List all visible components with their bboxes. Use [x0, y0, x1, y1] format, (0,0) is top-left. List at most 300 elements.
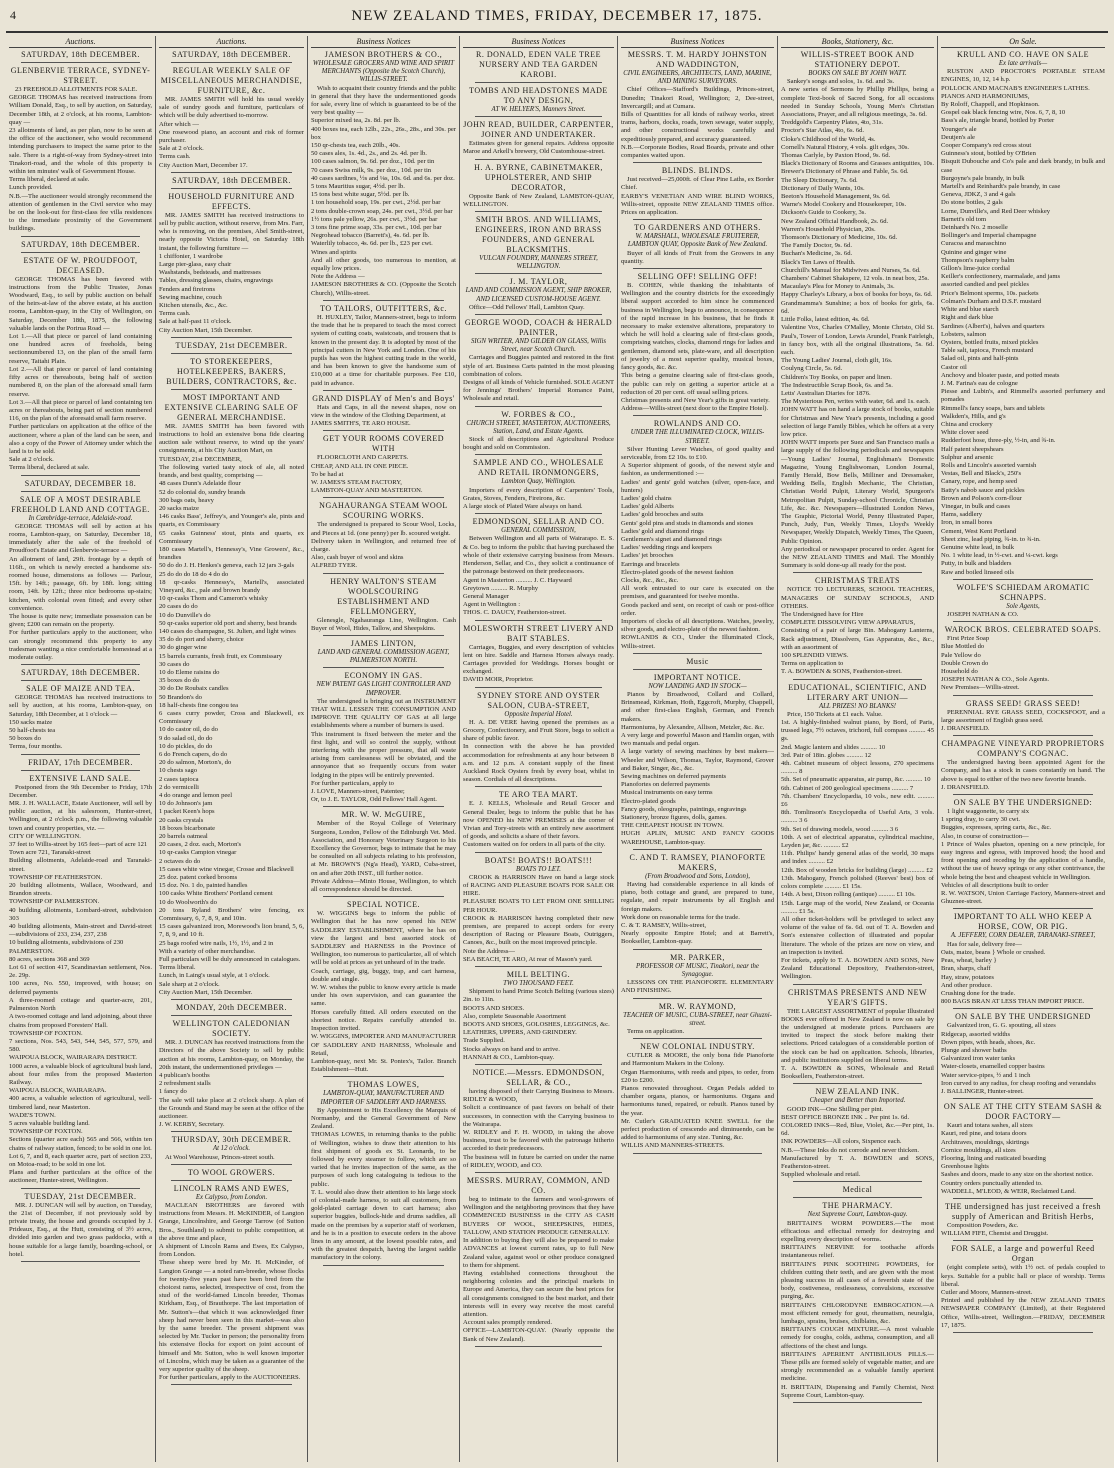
- ad-separator: [323, 667, 444, 668]
- advertisement: [941, 739, 1105, 795]
- column-heading: Business Notices: [311, 36, 456, 48]
- ad-separator: [21, 1188, 140, 1189]
- ad-heading: WOLFE'S SCHIEDAM AROMATIC SCHNAPPS.: [956, 582, 1090, 602]
- ad-subheading: GENERAL COMMISSION,: [501, 527, 576, 535]
- ad-separator: [475, 211, 602, 212]
- ad-subheading: NEW PATENT GAS LIGHT CONTROLLER AND IMPROVER.: [316, 681, 451, 697]
- ad-heading: NGAHAURANGA STEAM WOOL SCOURING WORKS.: [319, 501, 448, 521]
- ad-separator: [171, 1015, 292, 1016]
- ad-separator: [953, 1240, 1093, 1241]
- advertisement: [621, 50, 774, 163]
- ad-heading: ON SALE BY THE UNDERSIGNED: [955, 1012, 1091, 1022]
- ad-body: Carriages, Buggies, and every description of vehicles lent on hire. Saddle and Harness Horses always ready. Carriages provided for Weddings. Horses bought or exchanged. DAVID MOIR, Proprietor.: [463, 643, 614, 684]
- ad-subheading: (From Broadwood and Sons, London),: [645, 872, 750, 880]
- ad-separator: [21, 491, 140, 492]
- ad-heading: ESTATE OF W. PROUDFOOT, DECEASED.: [23, 255, 138, 275]
- ad-heading: Medical: [842, 1185, 873, 1195]
- advertisement: [941, 798, 1105, 909]
- advertisement: [311, 434, 456, 498]
- ad-heading: JAMES LINTON,: [350, 638, 417, 648]
- ad-separator: [21, 62, 140, 63]
- ad-subheading: CIVIL ENGINEERS, ARCHITECTS, LAND, MARINE, AND MINING SURVEYORS.: [623, 70, 772, 86]
- advertisement: [9, 495, 152, 666]
- ad-heading: IMPORTANT TO ALL WHO KEEP A HORSE, COW, OR PIG.: [953, 912, 1093, 932]
- advertisement: [159, 341, 304, 354]
- ad-body: Hats and Caps, in all the newest shapes, now on view in the window of the Clothing Department, at JAMES SMITH'S, TE ARO HOUSE.: [311, 403, 456, 428]
- ad-body: The undersigned is prepared to Scour Wool, Locks, and Pieces at 1d. (one penny) per lb. scoured weight. Delivery taken in Wellington, and returned free of charge. Also, cash buyer of wool and skins ALFRED TYER.: [311, 521, 456, 570]
- ad-separator: [633, 268, 762, 269]
- ad-body: B. COHEN, while thanking the inhabitants of Wellington and the country districts for the exceedingly liberal support accorded to him since he commenced business in Wellington, begs to announce, in consequence of the rapid increase in his business, that he finds it necessary to make extensive alterations, preparatory to which he will hold a clearing sale of first-class goods, comprising watches, clocks, diamond rings for ladies and gentlemen, diamond sets, plate-ware, and all description of jewelry of a most superior quality, musical boxes, fancy goods, &c. &c. This being a genuine clearing sale of first-class goods, the public can rely on getting a superior article at a reduction of 20 per cent. off usual selling prices. Christmas presents and New Year's gifts in great variety. Address—Willis-street (next door to the Empire Hotel).: [621, 282, 774, 413]
- ad-body: Has for sale, delivery free— Oats, maize, beans } Whole or crushed. Peas, wheat, barley } Bran, sharps, chaff Hay, straw, potatoes And other produce. Crushing done for the trade. 800 BAGS BRAN AT LESS THAN IMPORT PRICE.: [941, 940, 1085, 1006]
- ad-body: (eight complete setts), with 1½ oct. of pedals coupled to keys. Suitable for a public hall or place of worship. Terms liberal. Cutler and Moore, Manners-street. Printed and published by the NEW ZEALAND TIMES NEWSPAPER COMPANY (Limited), at their Registered Office, Willis-street, Wellington.—FRIDAY, DECEMBER 17, 1875.: [941, 1264, 1105, 1329]
- advertisement: [9, 774, 152, 1189]
- ad-subheading: Opposite Imperial Hotel.: [504, 710, 573, 718]
- ad-separator: [21, 754, 140, 755]
- ad-heading: MR. PARKER,: [670, 952, 725, 962]
- ad-heading: KRULL AND CO. HAVE ON SALE: [956, 50, 1090, 59]
- advertisement: [159, 66, 304, 173]
- ad-heading: TUESDAY, 21st DECEMBER.: [24, 1191, 137, 1201]
- ad-heading: SATURDAY, DECEMBER 18.: [24, 478, 137, 488]
- ad-body: THE LARGEST ASSORTMENT of popular Illustrated BOOKS ever offered in New Zealand is now on sale by the undersigned at moderate prices. Purchasers are invited to inspect the stock before making their selections. Priced catalogues of a considerable portion of the stock can be had on application. Schools, libraries, and public institutions supplied on liberal terms. T. A. BOWDEN & SONS, Wholesale and Retail Booksellers, Featherston-street.: [781, 1007, 934, 1081]
- ad-body: MR. JAMES SMITH has received instructions to sell by public auction, without reserve, from Mrs. Farr, who is removing, on the premises, Abel Smith-street, nearly opposite Victoria Hotel, on Saturday 18th instant, the following furniture — 1 chiffonier, 1 wardrobe Large pier-glass, easy chair Washstands, bedsteads, and mattresses Tables, dressing glasses, chairs, engravings Fenders and fireirons Sewing machine, couch Kitchen utensils, &c., &c. Terms cash. Sale at half-past 11 o'clock. City Auction Mart, 15th December.: [159, 211, 304, 334]
- advertisement: [463, 163, 614, 212]
- ad-heading: C. AND T. RAMSEY, PIANOFORTE MAKERS,: [629, 852, 766, 872]
- ad-separator: [323, 573, 444, 574]
- ad-heading: JAMESON BROTHERS & CO.,: [324, 50, 443, 59]
- column-1: [6, 36, 156, 1462]
- ad-separator: [171, 353, 292, 354]
- ad-separator: [953, 1198, 1093, 1199]
- ad-separator: [475, 966, 602, 967]
- advertisement: [621, 272, 774, 416]
- ad-separator: [171, 1131, 292, 1132]
- ad-separator: [633, 949, 762, 950]
- ad-body: beg to intimate to the farmers and wool-growers of Wellington and the neighboring provinces that they have COMMENCED BUSINESS in the CITY AS CASH BUYERS OF WOOL, SHEEPSKINS, HIDES, TALLOW, AND STATION PRODUCE GENERALLY. In addition to buying they will also be prepared to make ADVANCES at lowest current rates, up to full New Zealand value, against wool or other produce consigned to them for shipment. Having established connections throughout the neighboring colonies and the principal markets in Europe and America, they can secure the best prices for all consignments consigned to the best market, and their interests will in every way receive the most careful attention. Account sales promptly rendered. OFFICE—LAMBTON-QUAY. (Nearly opposite the Bank of New Zealand).: [463, 1196, 614, 1343]
- advertisement: [781, 1201, 934, 1403]
- advertisement: [941, 1012, 1105, 1099]
- ad-heading: JOHN READ, BUILDER, CARPENTER, JOINER AND UNDERTAKER.: [463, 120, 614, 140]
- advertisement: [463, 856, 614, 967]
- ad-body: Buyer of all kinds of Fruit from the Growers in any quantity.: [621, 249, 774, 265]
- advertisement: [941, 1202, 1105, 1241]
- ad-body: MR. JAMES SMITH has been favored with instructions to hold an extensive bona fide clearing auction sale without reserve, to wind up the years' consignments, at his City Auction Mart, on TUESDAY, 21st DECEMBER, The following varied tasty stock of ale, all noted brands, and best quality, comprising — 48 cases Dunn's Adelaide flour 52 do colonial do, sundry brands 300 bags oats, heavy 20 sacks maize 146 casks Bass', Jeffrey's, and Younger's ale, pints and quarts, ex Commissary 65 casks Guinness' stout, pints and quarts, ex Commissary 180 cases Martell's, Hennessy's, Vine Growers', &c., brandies 50 do do J. H. Henkes's geneva, each 12 jars 3-gals 25 do do do 18 do 4 do do 18 qr-casks Hennessy's, Martell's, associated Vineyard, &c., pale and brown brandy 10 qr-casks Thom and Cameron's whisky 20 cases do do 10 do Dunville's do 50 qr-casks superior old port and sherry, best brands 140 cases do champagne, St. Julien, and light wines 35 do do port and sherry, choice 30 do ginger wine 15 barrels currants, fresh fruit, ex Commissary 30 cases do 10 do Eleme raisins do 35 boxes do do 30 do De Roubaix candles 50 Brandon's do 18 half-chests fine congou tea 6 cases curry powder, Cross and Blackwell, ex Commissary 10 do castor oil, do do 9 do salad oil, do do 10 do pickles, do do 6 do French capers, do do 20 do salmon, Morton's, do 10 chests sago 2 cases tapioca 2 do vermicelli 4 do orange and lemon peel 10 do Johnson's jam 1 packet Keen's hops 20 casks crystals 18 boxes bicarbonate 20 barrels oatmeal 20 cases, 2 doz. each, Morton's 10 qr-casks Campion vinegar 2 octaves do do 15 cases white wine vinegar, Crosse and Blackwell 25 doz. patent corked brooms 15 doz. No. 1 do, painted handles 100 casks White Brothers' Portland cement 10 do Woolworth's do 20 tons Ryland Brothers' wire fencing, ex Commissary, 6, 7, 8, 9, and 10in. 15 cases galvanized iron, Morewood's lion brand, 5, 6, 7, 8, 9, and 10 ft. 25 bags roofed wire nails, 1½, 1½, and 2 in With a variety of other merchandise. Full particulars will be duly announced in catalogues. Terms liberal. Lunch, in Laing's usual style, at 1 o'clock. Sale sharp at 2 o'clock. City Auction Mart, 15th December.: [159, 422, 304, 996]
- column-6: [778, 36, 938, 1462]
- ad-heading: TUESDAY, 21st DECEMBER.: [175, 340, 288, 350]
- advertisement: [463, 624, 614, 688]
- ad-heading: WAROCK BROS. CELEBRATED SOAPS.: [944, 625, 1102, 635]
- ad-subheading: SIGN WRITER, AND GILDER ON GLASS, Willis Street, near Scotch Church.: [470, 338, 607, 354]
- ad-separator: [475, 513, 602, 514]
- ad-heading: EDUCATIONAL, SCIENTIFIC, AND LITERARY ART UNION—: [788, 682, 927, 702]
- ad-heading: SELLING OFF! SELLING OFF!: [637, 272, 758, 282]
- advertisement: [463, 318, 614, 407]
- ad-body: Glenesgle, Ngahauranga Line, Wellington. Cash Buyer of Wool, Hides, Tallow, and Sheepskins.: [311, 616, 456, 632]
- ad-body: Just received—25,000ft. of Clear Pine Laths, ex Border Chief. EARBY'S VENETIAN AND WIRE BLIND WORKS, Willis-street, opposite NEW ZEALAND TIMES office. Prices on application.: [621, 176, 774, 217]
- ad-body: Chief Offices—Stafford's Buildings, Princes-street, Dunedin; Tinakori Road, Wellington; 2, Dee-street, Invercargill; and at Cumara. Bills of Quantities for all kinds of railway works, street trams, harbors, docks, roads, town sewage, water supply, and other constructional works carefully and expeditiously prepared, and accuracy guaranteed. N.B.—Corporate Bodies, Road Boards, private and other companies waited upon.: [621, 86, 774, 160]
- ad-separator: [953, 1098, 1093, 1099]
- ad-body: Having had considerable experience in all kinds of piano, both cottage and grand, are prepared to tune, regulate, and repair instruments by all English and foreign makers. Work done on reasonable terms for the trade. C. & T. RAMSEY, Willis-street, Nearly opposite Empire Hotel; and at Barrett's, Bookseller, Lambton-quay.: [621, 881, 774, 946]
- ad-separator: [475, 159, 602, 160]
- ad-separator: [171, 1180, 292, 1181]
- ad-heading: BLINDS. BLINDS.: [661, 166, 734, 176]
- ad-separator: [475, 687, 602, 688]
- ad-separator: [171, 999, 292, 1000]
- ad-subheading: BOOKS ON SALE BY JOHN WATT.: [808, 70, 907, 77]
- ad-separator: [953, 735, 1093, 736]
- advertisement: [311, 50, 456, 301]
- ad-separator: [953, 621, 1093, 622]
- ad-separator: [633, 849, 762, 850]
- ad-heading: SALE OF A MOST DESIRABLE FREEHOLD LAND AND COTTAGE.: [11, 494, 150, 514]
- ad-heading: MESSRS. T. M. HARDY JOHNSTON AND WADDINGTON,: [627, 50, 768, 69]
- column-2: [156, 36, 308, 1462]
- ad-heading: MR. W. RAYMOND,: [658, 1001, 737, 1011]
- advertisement: [159, 393, 304, 1000]
- advertisement: [621, 1002, 774, 1040]
- ad-heading: HENRY WALTON'S STEAM WOOLSCOURING ESTABLISHMENT AND FELLMONGERY,: [330, 576, 437, 616]
- advertisement: [621, 853, 774, 950]
- ad-separator: [633, 162, 762, 163]
- advertisement: [311, 394, 456, 432]
- advertisement: [941, 699, 1105, 737]
- ad-heading: SALE OF MAIZE AND TEA.: [26, 684, 135, 694]
- ad-separator: [171, 172, 292, 173]
- ad-subheading: NOW LANDING AND IN STOCK—: [648, 682, 747, 690]
- advertisement: [311, 304, 456, 391]
- ad-heading: GEORGE WOOD, COACH & HERALD PAINTER,: [464, 318, 613, 338]
- ad-heading: BOATS! BOATS!! BOATS!!!: [484, 855, 593, 865]
- ad-body: W. WIGGINS begs to inform the public of Wellington that he has now opened his NEW SADDLERY ESTABLISHMENT, where he has on view the largest and best assorted stock of SADDLERY and HARNESS in the Province of Wellington, too numerous to particularize, all of which will be sold at prices as yet unheard of in the trade. Coach, carriage, gig, buggy, trap, and cart harness, double and single. W. W. wishes the public to know every article is made under his own supervision, and can guarantee the same. Horses carefully fitted. All orders executed on the shortest notice. Repairs carefully attended to. Inspection invited. W. WIGGINS, IMPORTER AND MANUFACTURER OF SADDLERY AND HARNESS, Wholesale and Retail, Lambton-quay, next Mr. St. Pontex's, Tailor. Branch Establishment—Hutt.: [311, 910, 456, 1074]
- ad-body: Kauri and totara sashes, all sizes Kauri, red pine, and totara doors Architraves, mouldings, skirtings Cornice mouldings, all sizes Flooring, lining and rusticated boarding Greenhouse lights Sashes and doors, made to any size on the shortest notice. Country orders punctually attended to. WADDELL, M'LEOD, & WEIR, Reclaimed Land.: [941, 1122, 1094, 1195]
- ad-separator: [323, 300, 444, 301]
- ad-body: NOTICE TO LECTURERS, SCHOOL TEACHERS, MANAGERS OF SUNDAY SCHOOLS, AND OTHERS. The Undersigned have for Hire COMPLETE DISSOLVING VIEW APPARATUS, Consisting of a pair of large Bin. Mahogany Lanterns, Rack adjustment, Dissolvers, Gas Apparatus, &c., &c., with an assortment of 100 SPLENDID VIEWS. Terms on application to T. A. BOWDEN & SONS, Featherston-street.: [781, 586, 934, 676]
- ad-separator: [475, 116, 602, 117]
- ad-body: By Appointment to His Excellency the Marquis of Normanby, and the General Government of New Zealand. THOMAS LOWES, in returning thanks to the public of Wellington, wishes to draw their attention to his first shipment of goods ex St. Leonards, to be followed by every steamer to follow, which are so varied that he invites inspection of the same, as the purposes of such long cataloguing is tedious to the public. T. L. would also draw their attention to his large stock of colonial-made harness, to suit all customers, from gold-plated carriage down to cart harness; also superior buggies, bullock-hide and drums saddles, all made on the premises by a superior staff of workmen, and he is in a position to execute orders in the above lines in any amount, at the lowest possible rates, and with the greatest despatch, having the largest saddle manufactory in the colony.: [311, 1106, 456, 1262]
- ad-heading: H. A. BYRNE, CABINETMAKER, UPHOLSTERER, AND SHIP DECORATOR,: [474, 162, 603, 192]
- ad-separator: [323, 806, 444, 807]
- ad-body: Shipment to hand Prime Scotch Belting (various sizes) 2in. to 11in. BOOTS AND SHOES. Also, complete Seasonable Assortment BOOTS AND SHOES, GOLOSHES, LEGGINGS, &c. LEATHERS, UPPERS, AND GRINDERY. Trade Supplied. Stocks always on hand and to arrive. HANNAH & CO., Lambton-quay.: [463, 988, 614, 1061]
- advertisement: [9, 50, 152, 63]
- ad-heading: R. DONALD, EDEN VALE TREE NURSERY AND TEA GARDEN KAROBI.: [476, 50, 601, 79]
- ad-separator: [323, 390, 444, 391]
- ad-separator: [475, 82, 602, 83]
- ad-separator: [793, 984, 922, 985]
- advertisement: [9, 256, 152, 476]
- ad-body: E. J. KELLS, Wholesale and Retail Grocer and General Dealer, begs to inform the public that he has now OPENED his NEW PREMISES at the corner of Vivian and Tory-streets with an entirely new assortment of goods, and solicits a share of their favors. Customers waited on for orders in all parts of the city.: [463, 800, 614, 849]
- ad-heading: THE undersigned has just received a fresh supply of American and British Herbs,: [944, 1201, 1101, 1221]
- advertisement: [941, 1244, 1105, 1333]
- ad-body: GEORGE THOMAS has been favored with instructions from the Public Trustee, Jonas Woodward, Esq., to sell by public auction on behalf of the heirs-at-law of the above estate, at his auction rooms, Lambton-quay, in the City of Wellington, on Saturday, December 18th, 1875, the following valuable lands on the Porirua Road — Lot 1.—All that piece or parcel of land containing one hundred acres of freeholds, being sectionnumbered 13, on the plan of the small farm reserve, Taitahi Plain. Lot 2.—All that piece or parcel of land containing fifty acres or thereabouts, being half of section numbered 8, on the plan of the aforesaid small farm reserve. Lot 3.—All that piece or parcel of land containing ten acres or thereabouts, being part of section numbered 116, on the plan of the aforesaid small farm reserve. Further particulars on application at the office of the auctioneer, where a plan of the land can be seen, and also a copy of the Power of Attorney under which the land is to be sold. Sale at 2 o'clock. Terms liberal, declared at sale.: [9, 275, 152, 472]
- ad-separator: [793, 1402, 922, 1403]
- ad-separator: [475, 1064, 602, 1065]
- ad-separator: [633, 669, 762, 670]
- ad-heading: FOR SALE, a large and powerful Reed Organ: [951, 1244, 1095, 1264]
- ad-heading: TO TAILORS, OUTFITTERS, &c.: [320, 303, 447, 313]
- ad-separator: [323, 896, 444, 897]
- ad-separator: [171, 1164, 292, 1165]
- ad-heading: MONDAY, 20th DECEMBER.: [175, 1003, 287, 1013]
- advertisement: [621, 166, 774, 220]
- ad-separator: [475, 852, 602, 853]
- ad-heading: SMITH BROS. AND WILLIAMS, ENGINEERS, IRON AND BRASS FOUNDERS, AND GENERAL BLACKSMITHS.: [475, 215, 602, 255]
- advertisement: [9, 240, 152, 253]
- ad-separator: [953, 1332, 1093, 1333]
- ad-body: RUSTON AND PROCTOR'S PORTABLE STEAM ENGINES, 10, 12, 14 h.p. POLLOCK AND MACNAB'S ENGINEER'S LATHES. PIANOS AND HARMONIUMS, By Roloff, Chappell, and Hopkinson. Gospel oak black fencing wire, Nos. 6, 7, 8, 10 Bass's ale, triangle brand, bottled by Porter Younger's ale Deutjen's ale Cooper Company's red cross stout Guinness's stout, bottled by O'Brien Bisquit Dubouche and Co's pale and dark brandy, in bulk and case Burgoyne's pale brandy, in bulk Martell's and Reinhardt's pale brandy, in case Geneva, JDKZ, 3 and 4 gals Do stone bottles, 2 gals Lorne, Dunville's, and Red Deer whiskey Barnett's old tom Deinhard's No. 2 moselle Bollinger's and Imperial champagne Curacoa and maraschino Quinine and ginger wine Thompson's raspberry balm Gillon's lime-juice cordial Keiller's confectionery, marmalade, and jams assorted candied and peel pickles Price's Belmont sperms, 10s. packets Colman's Durham and D.S.F. mustard White and blue starch Right and dark blue Sardines (Albert's), halves and quarters Lobsters, salmon Oysters, bottled fruits, mixed pickles Table salt, tapioca, French mustard Salad oil, pints and half-pints Castor oil Anchovy and bloater paste, and potted meats J. M. Farina's eau de cologne Piesse and Lubin's, and Rimmell's assorted perfumery and pomades Rimmell's fancy soaps, bars and tablets Walkden's, Hills, and g's China and crockery White clover seed Rudderfoot hose, three-ply, ½-in, and ¾-in. Half patent sheepshears Sulphur and arsenic Rolls and Lincoln's assorted varnish Vestas, Bell and Black's, 250's Canary, rope, and hemp seed Batty's nabob sauce and pickles Brown and Polson's corn-flour Vinegar, in bulk and cases Hams, saddlery Iron, in small bores Cement, West Kent Portland Sheet zinc, lead piping, ¾-in. to ¾-in. Genuine white lead, in bulk No. 1 white lead, in ½-cwt. and ¼-cwt. kegs Putty, in bulk and bladders Raw and boiled linseed oils: [941, 68, 1105, 576]
- ad-subheading: Lambton Quay, Wellington.: [501, 478, 576, 486]
- ad-subheading: LAMBTON-QUAY, MANUFACTURER AND IMPORTER OF SADDLERY AND HARNESS.: [320, 1090, 447, 1106]
- ad-separator: [953, 579, 1093, 580]
- ad-heading: J. M. TAYLOR,: [509, 277, 568, 287]
- advertisement: [463, 691, 614, 788]
- ad-heading: FRIDAY, 17th DECEMBER.: [28, 757, 133, 767]
- ad-heading: SAMPLE AND CO., WHOLESALE AND RETAIL IRONMONGERS,: [473, 458, 604, 478]
- ad-body: Terms on application.: [627, 1027, 685, 1035]
- page-number: 4: [10, 8, 17, 22]
- ad-body: H. HUXLEY, Tailor, Manners-street, begs to inform the trade that he is prepared to teach the most correct system of cutting coats, waistcoats, and trousers that is known in the present day. It is adopted by most of the principal cutters in New York and London. One of his pupils has won the highest cutting trade in the world, and has been known to give the handsome sum of £10,000 at a time for charitable purposes. Fee £10, paid in advance.: [311, 313, 456, 387]
- ad-subheading: Next Supreme Court, Lambton-quay.: [807, 1211, 908, 1219]
- ad-separator: [633, 1038, 762, 1039]
- ad-separator: [171, 1384, 292, 1385]
- ad-heading: ROWLANDS AND CO.: [653, 419, 742, 429]
- ad-heading: MR. W. W. McGUIRE,: [341, 810, 426, 820]
- ad-subheading: A. JEFFERY, CORN DEALER, TARANAKI-STREET,: [950, 932, 1096, 940]
- ad-body: Galvanized iron, G. G. spouting, all sizes Ridgecap, assorted widths Down pipes, with heads, shoes, &c. Plunge and shower baths Galvanized iron water tanks Water-closets, enamelled copper basins Water service-pipes, ½ and 1 inch Iron curved to any radius, for cheap roofing and verandahs J. BALLINGER, Hunter-street.: [941, 1022, 1096, 1095]
- ad-heading: HOUSEHOLD FURNITURE AND EFFECTS.: [168, 191, 295, 211]
- ad-body: Office—Odd Fellows' Hall, Lambton Quay.: [469, 303, 585, 311]
- ad-body: Member of the Royal College of Veterinary Surgeons, London, Fellow of the Edinburgh Vet. Med. Association, and Honorary Veterinary Surgeon to his Excellency the Governor, begs to intimate that he may be consulted on all subjects relating to his profession, at Mr. BROWN'S (Ng'a Head), YARD, Cuba-street, on and after 20th INST., till further notice. Private Address—Minto House, Wellington, to which all correspondence should be directed.: [311, 820, 456, 894]
- advertisement: [9, 684, 152, 754]
- ad-separator: [953, 794, 1093, 795]
- advertisement: [621, 223, 774, 269]
- ad-subheading: In Cambridge-terrace, Adelaide-road.: [28, 514, 133, 522]
- ad-subheading: ALL PRIZES! NO BLANKS!: [818, 702, 897, 710]
- ad-heading: SATURDAY, 18th DECEMBER.: [172, 50, 291, 59]
- advertisement: [159, 1003, 304, 1016]
- ad-body: MACLEAN BROTHERS are favored with instructions from Messrs. H. McKINDER, of Langton Grange, Lincolnshire, and George Tarrow (of Sutton Bros., Southland) to submit to public competition, at the above time and place, A shipment of Lincoln Rams and Ewes, Ex Calypso, from London. These sheep were bred by Mr. H. McKinder, of Langton Grange — a noted ram-breeder, whose flocks for twenty-five years past have been bred from the choicest rams, selected, irrespective of cost, from the stud of the world-famed Lincoln breeder, Thomas Kirkham, Esq., of Brauthorpe. The last importation of Mr. Sutton's—that which it was acknowledged finer sheep had never been seen in this market—was also by the same breeder. The present shipment was selected by Mr. Tucker in person; the personality from his extensive flocks for export on joint account of himself and Mr. Sutton, who is well known importer of Lincolns, which may be taken as a guarantee of the very superior quality of the sheep. For further particulars, apply to the AUCTIONEERS.: [159, 1201, 304, 1382]
- advertisement: [463, 215, 614, 274]
- ad-heading: MESSRS. MURRAY, COMMON, AND CO.: [466, 1176, 611, 1196]
- ad-body: MR. J. DUNCAN has received instructions from the Directors of the above Society to sell by public auction at his rooms, Lambton-quay, on Monday, the 20th instant, the undermentioned privileges — 4 publican's booths 2 refreshment stalls 1 fancy do The sale will take place at 2 o'clock sharp. A plan of the Grounds and Stand may be seen at the office of the auctioneer. J. W. KERBY, Secretary.: [159, 1039, 304, 1129]
- column-heading: Books, Stationery, &c.: [781, 36, 934, 48]
- masthead-title: NEW ZEALAND TIMES, FRIDAY, DECEMBER 17, 1875.: [351, 8, 763, 24]
- advertisement: [781, 576, 934, 679]
- advertisement: [463, 1068, 614, 1173]
- advertisement: [463, 86, 614, 117]
- ad-body: GEORGE THOMAS has received instructions to sell by auction, at his rooms, Lambton-quay, on Saturday, 18th December, at 1 o'clock — 150 sacks maize 50 half-chests tea 50 boxes do Terms, four months.: [9, 694, 152, 751]
- columns: [6, 36, 1108, 1462]
- ad-separator: [475, 1346, 602, 1347]
- ad-heading: NOTICE.—Messrs. EDMONDSON, SELLAR, & CO.,: [472, 1068, 605, 1088]
- masthead: [0, 8, 1114, 28]
- ad-body: GEORGE THOMAS will sell by action at his rooms, Lambton-quay, on Saturday, December 18, immediately after the sale of the freehold of Proudfoot's Estate and Glenbervie-terrace — An allotment of land, 29ft. frontage by a depth of 116ft., on which is newly erected a handsome six-roomed house, dimensions as follows — Parlour, 15ft. by 14ft.; passage, 6ft. by 18ft. long; sitting room, 14ft. by 12ft.; three nice bedrooms up-stairs; kitchen, with colonial oven fitted; and every other convenience. The house is quite new; immediate possession can be given; £200 can remain on the property. For further particulars apply to the auctioneer, who can strongly recommend this property to any tradesman wanting a nice comfortable homestead at a moderate outlay.: [9, 522, 152, 661]
- ad-separator: [475, 1172, 602, 1173]
- ad-separator: [633, 653, 762, 654]
- ad-separator: [21, 680, 140, 681]
- ad-separator: [323, 497, 444, 498]
- ad-separator: [323, 430, 444, 431]
- ad-body: having disposed of their Carrying Business to Messrs. RIDLEY & WOOD, Solicit a continuance of past favors on behalf of their successors, in connection with the Carrying business to the Wairarapa. W. RIDLEY and F. H. WOOD, in taking the above business, trust to be favored with the patronage hitherto accorded to their predecessors. The business will in future be carried on under the name of RIDLEY, WOOD, and CO.: [463, 1088, 614, 1169]
- ad-body: PERENNIAL RYE GRASS SEED, COCKSFOOT, and a large assortment of English grass seed. J. DRANSFIELD.: [941, 708, 1105, 733]
- ad-subheading: At 12 o'clock.: [212, 1145, 251, 1153]
- ad-subheading: TEACHER OF MUSIC, CUBA-STREET, near Ghuzni-street.: [623, 1011, 772, 1027]
- advertisement: [463, 410, 614, 456]
- ad-heading: THE PHARMACY.: [822, 1201, 893, 1211]
- ad-subheading: VULCAN FOUNDRY, MANNERS STREET, WELLINGTON.: [479, 255, 598, 271]
- ad-body: The undersigned is bringing out an INSTRUMENT THAT WILL LESSEN THE CONSUMPTION AND IMPROVE THE QUALITY OF GAS at all large establishments where a number of burners is used. This instrument is fixed between the meter and the first light, and will so control the supply, without interfering with the proper pressure, that all waste arising from carelessness will be obviated, and the annoyance that so frequently occurs from water lodging in the pipes will be entirely prevented. For further particulars, apply to J. LOVE, Manners-street, Patentee; Or, to J. E. TAYLOR, Odd Fellows' Hall Agent.: [311, 697, 456, 804]
- ad-heading: SYDNEY STORE AND OYSTER SALOON, CUBA-STREET,: [477, 690, 600, 710]
- ad-body: CROOK & HARRISON Have on hand a large stock of RACING AND PLEASURE BOATS FOR SALE OR HIRE. PLEASURE BOATS TO LET FROM ONE SHILLING PER HOUR. CROOK & HARRISON having completed their new premises, are prepared to accept orders for every description of Racing or Pleasure Boats, Outriggers, Canoes, &c., built on the most improved principle. Note the Address— SEA BEACH, TE ARO, At rear of Mason's yard.: [463, 873, 614, 963]
- ad-subheading: LAND AND COMMISSION AGENT, SHIP BROKER, AND LICENSED CUSTOM-HOUSE AGENT.: [465, 287, 612, 303]
- ad-separator: [21, 252, 140, 253]
- ad-body: Opposite Bank of New Zealand, LAMBTON-QUAY, WELLINGTON.: [463, 192, 614, 208]
- ad-separator: [475, 786, 602, 787]
- ad-heading: GLENBERVIE TERRACE, SYDNEY-STREET.: [10, 66, 151, 85]
- ad-body: MR. J. DUNCAN will sell by auction, on Tuesday, the 21st of December, if not previously sold by private treaty, the house and grounds occupied by J. Prideaux, Esq., at the Hutt, consisting of 3½ acres, divided into garden and two grass paddocks, with a house suitable for a large family, boarding-school, or hotel.: [9, 1201, 152, 1258]
- ad-heading: MOST IMPORTANT AND EXTENSIVE CLEARING SALE OF GENERAL MERCHANDISE.: [164, 392, 299, 422]
- ad-heading: SATURDAY, 18th DECEMBER.: [21, 239, 140, 249]
- ad-subheading: BOATS TO LET.: [515, 865, 561, 873]
- ad-heading: WILLIS-STREET BOOK AND STATIONERY DEPOT.: [800, 50, 915, 69]
- ad-subheading: TWO THOUSAND FEET.: [503, 980, 574, 988]
- advertisement: [159, 1135, 304, 1164]
- ad-body: At Wool Warehouse, Princes-street south.: [165, 1153, 275, 1161]
- ad-separator: [793, 1197, 922, 1198]
- advertisement: [781, 988, 934, 1085]
- ad-heading: TO STOREKEEPERS, HOTELKEEPERS, BAKERS, BUILDERS, CONTRACTORS, &c.: [166, 356, 297, 386]
- ad-separator: [475, 454, 602, 455]
- ad-separator: [953, 695, 1093, 696]
- ad-heading: GET YOUR ROOMS COVERED WITH: [322, 434, 444, 454]
- advertisement: [941, 912, 1105, 1009]
- ad-subheading: WHOLESALE GROCERS AND WINE AND SPIRIT MERCHANTS (Opposite the Scotch Church), WILLIS-STREET.: [312, 60, 455, 84]
- ad-heading: CHRISTMAS PRESENTS AND NEW YEAR'S GIFTS.: [787, 987, 927, 1007]
- ad-body: 1 light waggonette, to carry six 1 spring dray, to carry 30 cwt. Buggies, expresses, spring carts, &c., &c. Also, in course of construction— 1 Prince of Wales phaeton, opening on a new principle, for easy ingress and egress, with improved hood; the hood and front opening and receding by the application of a handle, without the use of heavy springs or any other contrivance, the whole being the best and cheapest vehicle in Wellington. Vehicles of all descriptions built to order R. W. WATSON, Union Carriage Factory, Manners-street and Ghuznee-street.: [941, 808, 1105, 906]
- ad-body: Price, 150 Tickets at £1 each. Value. 1st. A highly-finished walnut piano, by Bord, of Paris, trussed legs, 7½ octaves, trichord, full compass .......... 45 gs. 2nd. Magic lantern and slides .......... 10 3rd. Pair of 18in. globes .......... 12 4th. Cabinet museum of object lessons, 270 specimens .......... 8 5th. Set of pneumatic apparatus, air pump, &c. .......... 10 6th. Cabinet of 200 geological specimens .......... 7 7th. Chambers' Encyclopædia, 10 vols., new edit. .......... £6 8th. Tomlinson's Encyclopædia of Useful Arts, 3 vols. .......... 3 6 9th. Set of drawing models, wood .......... 3 6 10th. A set of electrical apparatus, cylindrical machine, Leyden jar, &c. .......... £2 11th. Philips' handy general atlas of the world, 30 maps and index .......... £2 12th. Box of wooden bricks for building (large) .......... £2 13th. Mahogany, French polished (Reeves' best) box of colors complete .......... £1 15s. 14th. A best, Dixon rolling (antique) .......... £1 10s. 15th. Large map of the world, New Zealand, or Oceania .......... £1 5s. All other ticket-holders will be privileged to select any volume of the value of 6s. 6d. out of T. A. Bowden and Son's extensive collection of illustrated and popular literature. The whole of the prizes are now on view, and an inspection is invited. For tickets, apply to T. A. BOWDEN AND SONS, New Zealand Educational Depository, Featherston-street, Wellington.: [781, 710, 934, 981]
- ad-heading: REGULAR WEEKLY SALE OF MISCELLANEOUS MERCHANDISE, FURNITURE, &c.: [160, 66, 303, 95]
- ad-body: Estimates given for general repairs. Address opposite Maroe and Arkell's brewery, Old Customhouse-street.: [463, 140, 614, 156]
- advertisement: [941, 625, 1105, 695]
- ad-separator: [323, 635, 444, 636]
- advertisement: [159, 1184, 304, 1386]
- ad-body: Importers of every description of Carpenters' Tools, Grates, Stoves, Fenders, Fireirons, &c. A large stock of Plated Ware always on hand.: [463, 486, 614, 511]
- ad-body: Sankey's songs and solos, 1s. 6d. and 3s. A new series of Sermons by Phillip Phillips, being a complete Text-book of Sacred Song, for all occasions needed in Sunday Schools, Young Men's Christian Associations, Prayer, and all religious meetings, 3s. 6d. Treddgold's Carpentry Plates, 4to, 31s. Proctor's Star Atlas, 4to, 6s. 6d. Cloke's Childhood of the World, 4s. Cornell's Natural History, 4 vols. gilt edges, 30s. Thomas Carlyle, by Paxton Hood, 9s. 6d. Black's Dictionary of Rooms and Grasses antiquities, 10s. Brewer's Dictionary of Phrase and Fable, 5s. 6d. The Sleep Dictionary, 7s. 6d. Dictionary of Daily Wants, 10s. Beeton's Household Management, 9s. 6d. Warne's Model Cookery and Housekeeper, 10s. Dickson's Guide to Cookery, 3s. New Zealand Official Handbook, 2s. 6d. Warren's Household Physician, 20s. Thomson's Dictionary of Medicine, 10s. 6d. The Family Doctor, 9s. 6d. Buchan's Medicine, 3s. 6d. Black's Ten Laws of Health. Churchill's Manual for Midwives and Nurses, 5s. 6d. Chambers' Cabinet Shakspere, 12 vols. in neat box, 25s. Macaulay's Plea for Money to Animals, 3s. Happy Charley's Library, a box of books for boys, 6s. 6d. Grandmamma's Sunshine; a box of books for girls, 6s. 6d. Little Folks, latest edition, 4s. 6d. Valentine Vox, Charles O'Malley, Monte Christo, Old St. Paul's, Tower of London, Lewis Arundel, Frank Fairleigh, in fancy box, with all the original illustrations, 5s. 6d. each. The Young Ladies' Journal, cloth gilt, 16s. Coulyng Circle, 5s. 6d. Children's Toy Books, on paper and linen. The Indestructible Scrap Book, 6s. and 5s. Letts' Australian Diaries for 1876. The Mysterious Pen, writes with water, 6d. and 1s. each. JOHN WATT has on hand a large stock of books, suitable for Christmas and New Year's presents, including a good selection of large Family Bibles, which he offers at a very low price. JOHN WATT imports per Suez and San Francisco mails a large supply of the following periodicals and newspapers—Young Ladies' Journal, Englishman's Domestic Magazine, Young Englishwoman, London Journal, Family Herald, Bow Bells, Milliner and Dressmaker, Wedding Bells, English Mechanic, The Christian, Christian World Pulpit, Literary World, Spurgeon's Metropolitan Pulpit, Sunday-school Chronicle, Christian Life, &c. &c. Newspapers—Illustrated London News, The Graphic, Pictorial World, Penny Illustrated Paper, Punch, Judy, Fun, Weekly Times, Lloyd's Weekly Newspaper, Weekly Dispatch, Weekly Times, The Queen, Public Opinion. Any periodical or newspaper procured to order. Agent for the NEW ZEALAND TIMES and Mail. The Monthly Summary is sold done-up all ready for the post.: [781, 78, 935, 570]
- ad-separator: [21, 664, 140, 665]
- advertisement: [941, 50, 1105, 580]
- ad-heading: NEW COLONIAL INDUSTRY.: [640, 1042, 755, 1052]
- ad-body: The undersigned having been appointed Agent for the Company, and has a stock in cases constantly on hand. The above is equal to either of the two new favorite brands. J. DRANSFIELD.: [941, 759, 1105, 791]
- ad-heading: MOLESWORTH STREET LIVERY AND BAIT STABLES.: [463, 623, 614, 643]
- advertisement: [9, 1192, 152, 1262]
- ad-body: Between Wellington and all parts of Wairarapo. E. S. & Co. beg to inform the public that having purchased the whole of their extensive carrying business from Messrs. Henderson, Sellar, and Co., they solicit a continuance of the patronage bestowed on their predecessors. Agent in Masterton .......... J. C. Hayward Greytown .......... R. Murphy General Manager Agent in Wellington : THOS. C. DAUCY, Featherston-street.: [463, 535, 614, 617]
- ad-subheading: Ex Calypso, from London.: [195, 1193, 268, 1201]
- ad-body: FLOORCLOTH AND CARPETS. CHEAP, AND ALL IN ONE PIECE. To be had at W. JAMES'S STEAM FACTORY, LAMBTON-QUAY AND MASTERTON.: [311, 454, 423, 495]
- ad-separator: [171, 62, 292, 63]
- advertisement: [311, 810, 456, 897]
- column-heading: Business Notices: [621, 36, 774, 48]
- ad-separator: [793, 1181, 922, 1182]
- ad-subheading: AT W. HELYER'S, Manners Street.: [491, 106, 586, 113]
- advertisement: [311, 1080, 456, 1265]
- ad-separator: [793, 572, 922, 573]
- advertisement: [311, 900, 456, 1077]
- advertisement: [941, 1102, 1105, 1199]
- advertisement: [463, 790, 614, 852]
- ad-subheading: PROFESSOR OF MUSIC, Tinakori, near the Synagogue.: [636, 962, 759, 978]
- ad-separator: [171, 337, 292, 338]
- ad-heading: TE ARO TEA MART.: [498, 790, 579, 800]
- ad-separator: [171, 188, 292, 189]
- ad-heading: IMPORTANT NOTICE.: [653, 672, 742, 682]
- ad-heading: THOMAS LOWES,: [347, 1080, 420, 1090]
- advertisement: [159, 1019, 304, 1132]
- ad-separator: [171, 389, 292, 390]
- ad-heading: ON SALE AT THE CITY STEAM SASH & DOOR FACTORY—: [943, 1102, 1103, 1122]
- ad-body: LESSONS ON THE PIANOFORTE. ELEMENTARY AND FINISHING.: [621, 979, 774, 995]
- ad-body: BRITTAIN'S WORM POWDERS.—The most efficacious and effectual remedy for destroying and expelling every description of worms. BRITTAIN'S NERVINE for toothache affords instantaneous relief. BRITTAIN'S PINK SOOTHING POWDERS, for children cutting their teeth, and are given with the most pleasing success in all cases of a feverish state of the body, costiveness, restlessness, convulsions, excessive purging, &c. BRITTAIN'S CHLORODYNE EMBROCATION.—A most efficient remedy for gout, rheumatism, neuralgia, lumbago, sprains, bruises, chilblains, &c. BRITTAIN'S COUGH MIXTURE.—A most valuable remedy for coughs, colds, asthma, consumption, and all affections of the chest and lungs. BRITTAIN'S APERIENT ANTIBILIOUS PILLS.—These pills are formed solely of vegetable matter, and are strongly recommended as a valuable family aperient medicine. H. BRITTAIN, Dispensing and Family Chemist, Next Supreme Court, Lambton-quay.: [781, 1219, 934, 1399]
- advertisement: [159, 192, 304, 338]
- advertisement: [311, 577, 456, 636]
- advertisement: [463, 277, 614, 315]
- masthead-rule: [6, 31, 1108, 33]
- ad-body: GOOD INK—One Shilling per pint. BEST OFFICE BRONZE INK .. Per pint 1s. 6d. COLORED INKS—Red, Blue, Violet, &c.—Per pint, 1s. 6d. INK POWDERS—All colors, Sixpence each. N.B.—These Inks do not corrode and never thicken. Manufactured by T. A. BOWDEN and SONS, Featherston-street. Supplied wholesale and retail.: [781, 1105, 934, 1179]
- ad-separator: [21, 1261, 140, 1262]
- ad-heading: ECONOMY IN GAS.: [344, 671, 423, 681]
- ad-subheading: UNDER THE ILLUMINATED CLOCK, WILLIS-STREET.: [630, 429, 765, 445]
- ad-separator: [633, 1153, 762, 1154]
- ad-heading: GRAND DISPLAY of Men's and Boys': [312, 393, 455, 403]
- ad-body: 23 FREEHOLD ALLOTMENTS FOR SALE. GEORGE THOMAS has received instructions from William Donald, Esq., to sell by auction, on Saturday, December 18th, at 2 o'clock, at his rooms, Lambton-quay — 23 allotments of land, as per plan, now to be seen at the office of the auctioneer, who would recommend intending purchasers to inspect the same prior to the sale. There is a right-of-way from Sydney-street into Tinakori-road, and the whole of this property is within ten minutes' walk of Government House. Terms liberal, declared at sale. Lunch provided. N.B.—The auctioneer would strongly recommend the attention of gentlemen in the Civil service who may be on the look-out for first-class fee villa residences to the immediate proximity of the Government buildings.: [9, 86, 152, 233]
- ad-heading: CHAMPAGNE VINEYARD PROPRIETORS COMPANY'S COGNAC.: [941, 739, 1105, 759]
- advertisement: [781, 1185, 934, 1198]
- ad-separator: [633, 219, 762, 220]
- ad-subheading: LAND AND GENERAL COMMISSION AGENT, PALMERSTON NORTH.: [317, 648, 450, 665]
- advertisement: [159, 1168, 304, 1181]
- ad-separator: [953, 908, 1093, 909]
- ad-heading: SATURDAY, 18th DECEMBER.: [21, 50, 140, 59]
- advertisement: [311, 639, 456, 668]
- ad-body: Composition Powders, &c. WILLIAM FIFE, Chemist and Druggist.: [941, 1221, 1049, 1238]
- ad-body: Pianos by Broadwood, Collard and Collard, Brinsmead, Kirkman, Hoth, Eggcroft, Murphy, Chappell, and other first-class English, German, and French makers. Harmoniums, by Alexandre, Allison, Metzler, &c. &c. A very large and powerful Mason and Hamlin organ, with two manuals and pedal organ. A large variety of sewing machines by best makers—Wheeler and Wilson, Thomas, Taylor, Raymond, Grover and Baker, Singer, &c., &c. Sewing machines on deferred payments Pianofortes on deferred payments Musical instruments on easy terms Electro-plated goods Fancy goods, oleographs, paintings, engravings Stationery, bronze figures, dolls, games. THE CHEAPEST HOUSE IN TOWN. HUGH APLIN, MUSIC AND FANCY GOODS WAREHOUSE, Lambton-quay.: [621, 691, 774, 846]
- advertisement: [463, 50, 614, 83]
- ad-heading: Music: [686, 656, 709, 666]
- ad-heading: GRASS SEED! GRASS SEED!: [965, 698, 1081, 708]
- column-heading: Business Notices: [463, 36, 614, 48]
- advertisement: [941, 583, 1105, 622]
- ad-separator: [475, 314, 602, 315]
- advertisement: [311, 671, 456, 807]
- ad-heading: TO GARDENERS AND OTHERS.: [634, 223, 761, 233]
- ad-heading: TOMBS AND HEADSTONES MADE TO ANY DESIGN,: [469, 86, 608, 105]
- ad-body: JOSEPH NATHAN & CO.: [947, 611, 1019, 618]
- ad-separator: [475, 406, 602, 407]
- ad-subheading: Ex late arrivals—: [998, 60, 1048, 67]
- ad-heading: W. FORBES & CO.,: [501, 409, 576, 419]
- ad-heading: SATURDAY, 18th DECEMBER.: [172, 175, 291, 185]
- advertisement: [781, 1087, 934, 1182]
- ad-heading: LINCOLN RAMS AND EWES,: [173, 1183, 290, 1193]
- advertisement: [621, 657, 774, 670]
- ad-subheading: Cheaper and Better than Imported.: [809, 1097, 906, 1105]
- column-heading: Auctions.: [9, 36, 152, 48]
- column-4: [460, 36, 618, 1462]
- ad-heading: EXTENSIVE LAND SALE.: [29, 773, 132, 783]
- ad-body: MR. JAMES SMITH will hold his usual weekly sale of sundry goods and furniture, particulars of which will be duly advertised to-morrow. After which — One rosewood piano, an account and risk of former purchaser. Sale at 2 o'clock. Terms cash. City Auction Mart, December 17.: [159, 96, 304, 169]
- advertisement: [463, 517, 614, 620]
- ad-body: H. A. DE VERE having opened the premises as a Grocery, Confectionery, and Fruit Store, begs to solicit a share of public favor. In connection with the above he has provided accommodation for refreshments at any hour between 8 a.m. and 12 p.m. A constant supply of the finest Auckland Rock Oysters fresh by every boat, whilst in season. Cordials of all descriptions.: [463, 718, 614, 784]
- advertisement: [781, 683, 934, 985]
- advertisement: [9, 758, 152, 771]
